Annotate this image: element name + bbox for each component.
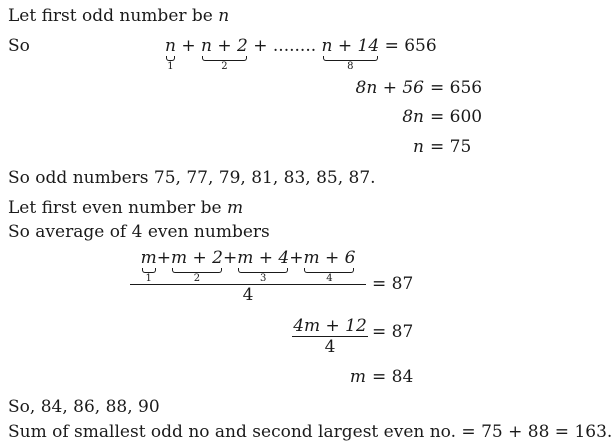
even-variable: m (226, 198, 244, 218)
odd-variable: n (218, 6, 230, 26)
even-term-1-text: m (140, 248, 157, 268)
even-term-2 (171, 248, 223, 284)
even-average-line: So average of 4 even numbers (8, 222, 270, 242)
simplified-denominator: 4 (324, 337, 336, 357)
odd-term-1 (165, 36, 176, 72)
even-result-line: So, 84, 86, 88, 90 (8, 397, 160, 417)
even-term-4-text: m + 6 (303, 248, 356, 268)
odd-so-label: So (8, 36, 30, 56)
even-term-2-index: 2 (193, 273, 201, 284)
simplified-numerator: 4m + 12 (293, 316, 367, 336)
average-fraction (130, 248, 366, 305)
odd-intro-line (8, 6, 229, 26)
odd-eq3-rhs: = 600 (430, 107, 483, 127)
simplified-fraction (292, 316, 368, 357)
even-term-4-index: 4 (326, 273, 333, 284)
even-eq2-rhs: = 87 (372, 322, 414, 342)
odd-eq3-lhs: 8n (402, 107, 424, 127)
odd-sum-equation (165, 36, 437, 72)
even-term-1 (141, 248, 157, 284)
odd-eq4-rhs: = 75 (430, 137, 472, 157)
odd-term-1-text: n (165, 36, 176, 56)
plus-sign: + (181, 36, 196, 56)
plus-sign: + (222, 248, 238, 268)
odd-term-2-index: 2 (221, 61, 228, 72)
odd-term-8-index: 8 (347, 61, 354, 72)
odd-eq2-rhs: = 656 (430, 78, 483, 98)
even-term-3-index: 3 (260, 273, 267, 284)
odd-intro-text: Let first odd number be (8, 6, 219, 26)
ellipsis: + ........ (253, 36, 317, 56)
even-eq3-lhs: m (349, 367, 366, 387)
even-intro-line (8, 198, 243, 218)
odd-term-8 (322, 36, 380, 72)
even-term-2-text: m + 2 (170, 248, 223, 268)
even-term-3 (237, 248, 289, 284)
even-eq3-rhs: = 84 (372, 367, 414, 387)
average-numerator (130, 248, 366, 284)
odd-eq4-lhs: n (413, 137, 424, 157)
even-term-1-index: 1 (145, 273, 152, 284)
odd-term-2 (201, 36, 248, 72)
average-denominator: 4 (242, 285, 254, 305)
plus-sign: + (156, 248, 171, 268)
odd-eq1-rhs: = 656 (384, 36, 437, 56)
even-term-3-text: m + 4 (237, 248, 290, 268)
odd-term-1-index: 1 (167, 61, 174, 72)
odd-eq2-lhs: 8n + 56 (355, 78, 424, 98)
odd-result-line: So odd numbers 75, 77, 79, 81, 83, 85, 87. (8, 168, 376, 188)
plus-sign: + (289, 248, 304, 268)
even-term-4 (303, 248, 355, 284)
odd-term-2-text: n + 2 (201, 36, 248, 56)
final-answer-line: Sum of smallest odd no and second largest even no. = 75 + 88 = 163. (8, 422, 613, 442)
even-eq1-rhs: = 87 (372, 274, 414, 294)
odd-term-8-text: n + 14 (321, 36, 380, 56)
even-intro-text: Let first even number be (8, 198, 227, 218)
